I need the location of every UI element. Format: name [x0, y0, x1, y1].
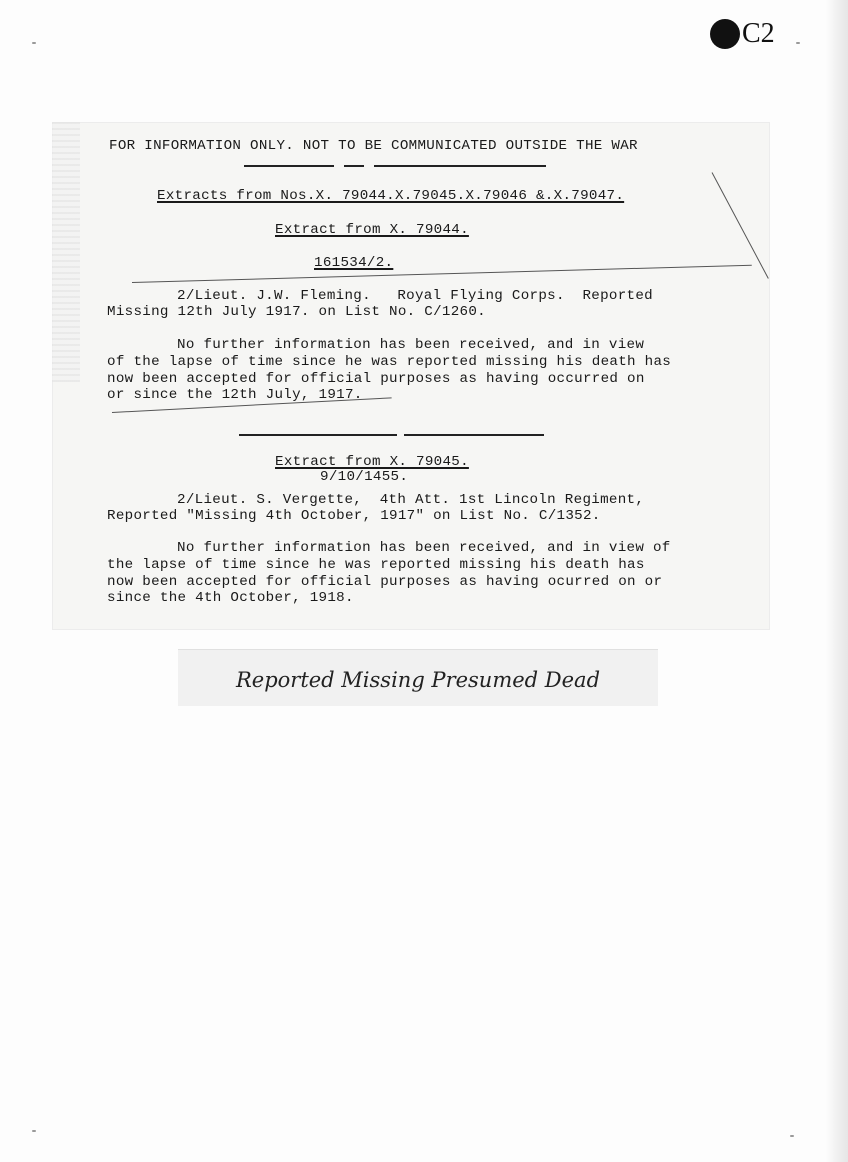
caption-text: Reported Missing Presumed Dead [235, 668, 601, 692]
extract1-body2: of the lapse of time since he was reported missing his death has [107, 354, 672, 370]
extract2-line1: 2/Lieut. S. Vergette, 4th Att. 1st Lincoln Regiment, [177, 492, 645, 508]
extract1-body1: No further information has been received, and in view [177, 337, 645, 353]
page-code: C2 [742, 18, 775, 49]
scan-speck [32, 42, 36, 44]
page-id-marker [710, 18, 775, 50]
extract2-line2: Reported "Missing 4th October, 1917" on List No. C/1352. [107, 508, 601, 524]
extract2-body2: the lapse of time since he was reported missing his death has [107, 557, 645, 573]
scan-edge-texture [52, 122, 80, 382]
extract2-body1: No further information has been received, and in view of [177, 540, 671, 556]
extracts-heading: Extracts from Nos.X. 79044.X.79045.X.79046 &.X.79047. [157, 188, 625, 204]
typewritten-document-scan [52, 122, 770, 630]
extract2-body3: now been accepted for official purposes as having ocurred on or [107, 574, 663, 590]
extract2-body4: since the 4th October, 1918. [107, 590, 354, 606]
scan-speck [796, 42, 800, 44]
divider-rule [244, 165, 334, 167]
extract1-body3: now been accepted for official purposes as having occurred on [107, 371, 645, 387]
extract2-title: Extract from X. 79045. [275, 454, 469, 470]
extract1-ref: 161534/2. [314, 255, 394, 271]
document-header: FOR INFORMATION ONLY. NOT TO BE COMMUNICATED OUTSIDE THE WAR [109, 138, 638, 154]
extract1-line1: 2/Lieut. J.W. Fleming. Royal Flying Corps. Reported [177, 288, 653, 304]
extract1-line2: Missing 12th July 1917. on List No. C/1260. [107, 304, 486, 320]
divider-rule [404, 434, 544, 436]
extract1-title: Extract from X. 79044. [275, 222, 469, 238]
scan-scratch-line [132, 265, 752, 283]
extract1-body4: or since the 12th July, 1917. [107, 387, 363, 403]
divider-rule [344, 165, 364, 167]
divider-rule [374, 165, 546, 167]
scan-speck [790, 1135, 794, 1137]
divider-rule [239, 434, 397, 436]
page-edge-shadow [826, 0, 848, 1162]
scan-scratch-line [712, 172, 769, 278]
extract2-ref: 9/10/1455. [320, 469, 409, 485]
scan-speck [32, 1130, 36, 1132]
caption-box [178, 649, 658, 706]
black-dot-icon [710, 19, 740, 49]
